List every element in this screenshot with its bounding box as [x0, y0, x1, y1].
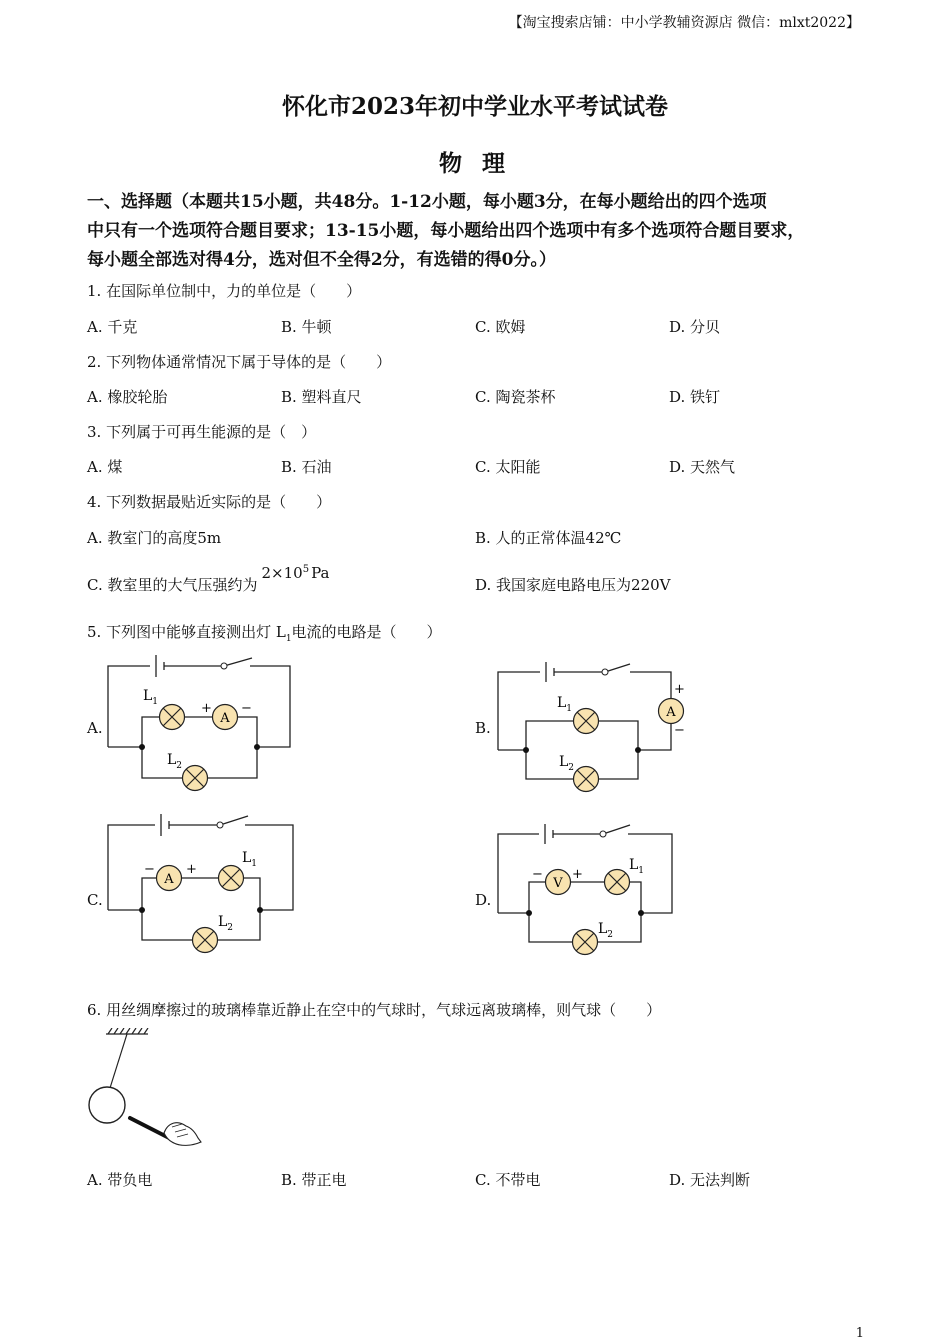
page-header: 【淘宝搜索店铺：中小学教辅资源店 微信：mlxt2022】 — [508, 15, 860, 31]
lamp-l2-label: $L_2$ — [559, 754, 575, 773]
q5-stem-sub: 1 — [285, 634, 292, 644]
string-icon — [110, 1034, 127, 1088]
q5-option-d: D. — [475, 891, 492, 909]
q2-option-b: B. 塑料直尺 — [281, 388, 362, 406]
q1-option-d: D. 分贝 — [669, 318, 721, 336]
voltmeter-icon — [546, 870, 571, 895]
q5-option-b: B. — [475, 719, 491, 737]
question-5-stem — [87, 621, 442, 644]
lamp-icon — [193, 928, 218, 953]
lamp-l2-label: $L_2$ — [598, 921, 614, 940]
section-line-1: 一、选择题（本题共15小题，共48分。1-12小题，每小题3分，在每小题给出的四个选项 — [87, 192, 767, 212]
circuit-diagram-b — [490, 660, 700, 800]
q6-option-a: A. 带负电 — [87, 1171, 153, 1189]
q4-option-b: B. 人的正常体温42℃ — [475, 529, 622, 547]
q5-stem-post: 电流的电路是（ ） — [291, 623, 442, 641]
page-number: 1 — [855, 1326, 864, 1341]
ammeter-icon — [213, 705, 238, 730]
hand-icon — [164, 1123, 201, 1146]
balloon-and-glass-rod-illustration — [80, 1028, 210, 1153]
q3-option-c: C. 太阳能 — [475, 458, 541, 476]
q5-stem-pre: 5. 下列图中能够直接测出灯 L — [87, 623, 286, 641]
plus-sign: + — [186, 862, 197, 877]
lamp-icon — [605, 870, 630, 895]
circuit-diagram-c — [100, 810, 310, 960]
voltmeter-label: V — [553, 876, 563, 891]
q2-option-d: D. 铁钉 — [669, 388, 721, 406]
q1-option-c: C. 欧姆 — [475, 318, 526, 336]
lamp-icon — [574, 767, 599, 792]
ammeter-label: A — [666, 705, 676, 720]
minus-sign: − — [674, 723, 685, 738]
lamp-l1-label: $L_1$ — [143, 688, 159, 707]
lamp-l1-label: $L_1$ — [242, 850, 258, 869]
ceiling-hatch-icon — [106, 1028, 148, 1034]
section-line-3: 每小题全部选对得4分，选对但不全得2分，有选错的得0分。） — [87, 250, 556, 270]
ammeter-icon — [659, 699, 684, 724]
q3-option-d: D. 天然气 — [669, 458, 736, 476]
minus-sign: − — [532, 867, 543, 882]
subject-title: 物 理 — [438, 150, 511, 177]
q2-option-c: C. 陶瓷茶杯 — [475, 388, 556, 406]
pressure-formula — [261, 564, 329, 582]
q6-option-b: B. 带正电 — [281, 1171, 347, 1189]
circuit-diagram-d — [490, 820, 690, 965]
lamp-icon — [573, 930, 598, 955]
formula-base: 2×10 — [261, 564, 303, 582]
lamp-icon — [219, 866, 244, 891]
lamp-l2-label: $L_2$ — [218, 914, 234, 933]
section-line-2: 中只有一个选项符合题目要求；13-15小题，每小题给出四个选项中有多个选项符合题目要求， — [87, 221, 805, 241]
q4-option-d: D. 我国家庭电路电压为220V — [475, 576, 671, 594]
ammeter-icon — [157, 866, 182, 891]
balloon-icon — [89, 1087, 125, 1123]
q3-option-b: B. 石油 — [281, 458, 332, 476]
q5-option-c: C. — [87, 891, 103, 909]
plus-sign: + — [201, 701, 212, 716]
circuit-diagram-a — [100, 650, 300, 800]
q6-option-d: D. 无法判断 — [669, 1171, 751, 1189]
ammeter-label: A — [220, 711, 230, 726]
plus-sign: + — [572, 867, 583, 882]
minus-sign: − — [241, 701, 252, 716]
lamp-l2-label: $L_2$ — [167, 752, 183, 771]
lamp-icon — [574, 709, 599, 734]
formula-exponent: 5 — [302, 564, 310, 575]
q5-option-a: A. — [87, 719, 103, 737]
lamp-l1-label: $L_1$ — [557, 695, 573, 714]
lamp-icon — [183, 766, 208, 791]
q1-option-a: A. 千克 — [87, 318, 138, 336]
q3-option-a: A. 煤 — [87, 458, 123, 476]
ammeter-label: A — [164, 872, 174, 887]
q6-option-c: C. 不带电 — [475, 1171, 541, 1189]
minus-sign: − — [144, 862, 155, 877]
formula-unit: Pa — [311, 564, 330, 582]
lamp-l1-label: $L_1$ — [629, 857, 645, 876]
question-1-stem: 1. 在国际单位制中，力的单位是（ ） — [87, 282, 362, 300]
q4-option-a: A. 教室门的高度5m — [87, 529, 222, 547]
q4-option-c-text: C. 教室里的大气压强约为 — [87, 576, 258, 594]
section-heading — [87, 188, 887, 275]
question-2-stem: 2. 下列物体通常情况下属于导体的是（ ） — [87, 353, 392, 371]
question-6-stem: 6. 用丝绸摩擦过的玻璃棒靠近静止在空中的气球时，气球远离玻璃棒，则气球（ ） — [87, 1001, 662, 1019]
plus-sign: + — [674, 682, 685, 697]
exam-title: 怀化市2023年初中学业水平考试试卷 — [281, 93, 668, 120]
question-4-stem: 4. 下列数据最贴近实际的是（ ） — [87, 493, 332, 511]
q1-option-b: B. 牛顿 — [281, 318, 332, 336]
lamp-icon — [160, 705, 185, 730]
question-3-stem: 3. 下列属于可再生能源的是（ ） — [87, 423, 317, 441]
q2-option-a: A. 橡胶轮胎 — [87, 388, 168, 406]
